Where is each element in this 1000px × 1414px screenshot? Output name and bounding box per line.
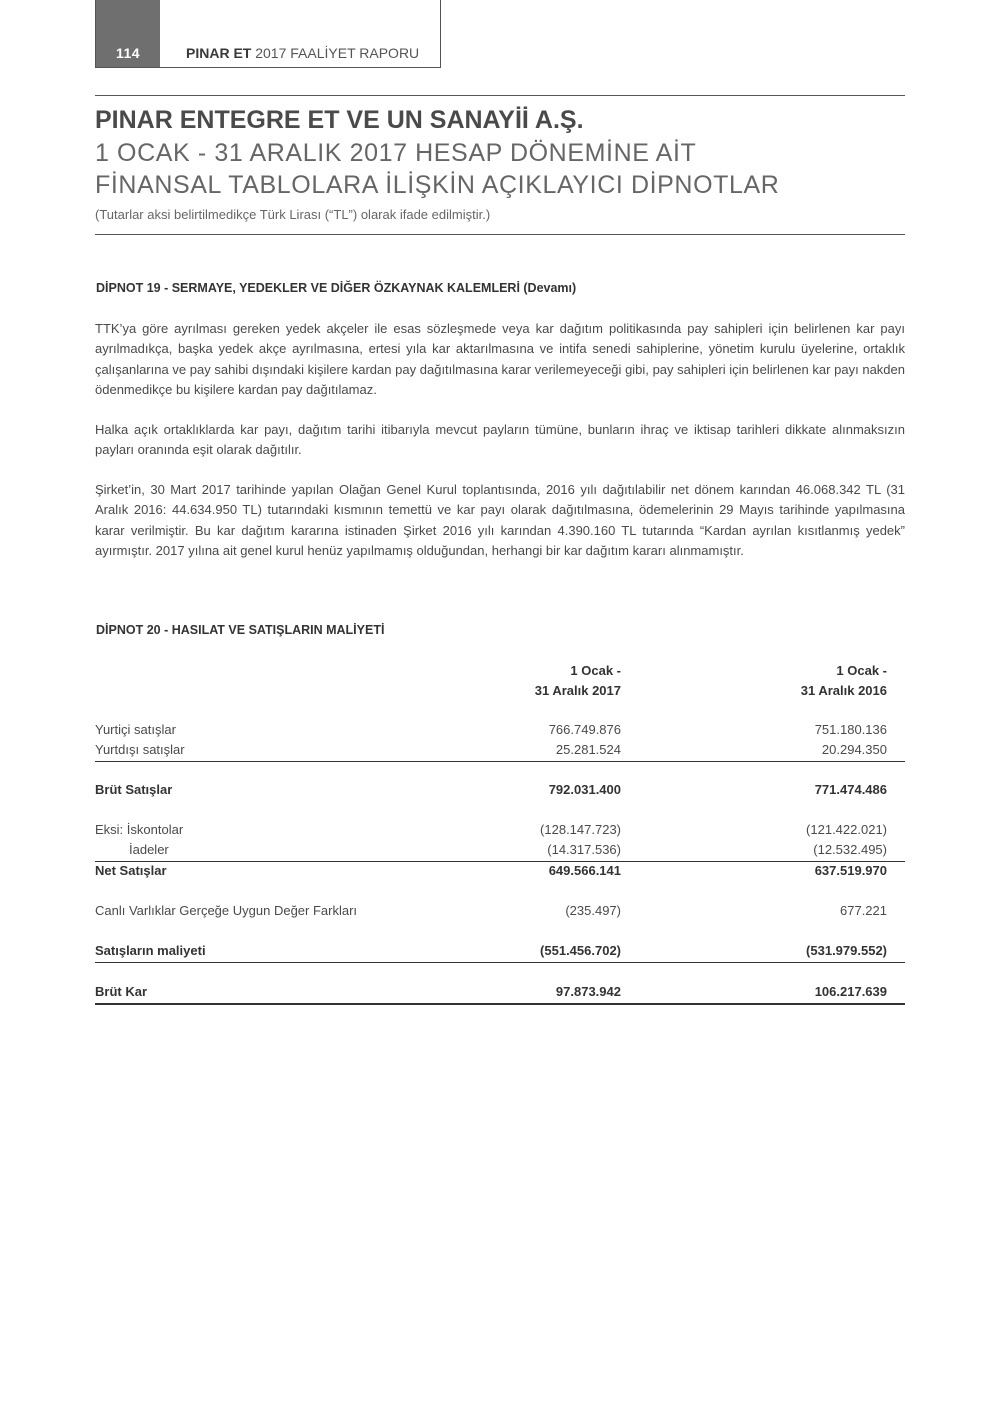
row-value-2016: (121.422.021) bbox=[806, 822, 887, 837]
table-row bbox=[95, 822, 905, 842]
row-value-2017: 25.281.524 bbox=[555, 742, 621, 757]
table-row bbox=[95, 903, 905, 923]
note20-heading: DİPNOT 20 - HASILAT VE SATIŞLARIN MALİYETİ bbox=[96, 623, 385, 637]
row-label: İadeler bbox=[129, 842, 169, 857]
table-bottom-rule bbox=[95, 1003, 905, 1005]
row-value-2017: (14.317.536) bbox=[547, 842, 621, 857]
note19-paragraph-2: Halka açık ortaklıklarda kar payı, dağıtım tarihi itibarıyla mevcut payların tümüne, bunların ihraç ve iktisap tarihleri dikkate alınmaksızın payları oranında eşit olarak dağıtılır. bbox=[95, 422, 905, 458]
notes-title: FİNANSAL TABLOLARA İLİŞKİN AÇIKLAYICI DİPNOTLAR bbox=[95, 171, 780, 199]
col-header-2017 bbox=[535, 661, 621, 701]
col-header-2017-line2: 31 Aralık 2017 bbox=[534, 683, 621, 698]
row-value-2017: (128.147.723) bbox=[540, 822, 621, 837]
row-label: Yurtiçi satışlar bbox=[95, 722, 176, 737]
report-title bbox=[186, 45, 419, 61]
table-row bbox=[95, 863, 905, 883]
table-row bbox=[95, 742, 905, 762]
col-header-2017-line1: 1 Ocak - bbox=[570, 663, 621, 678]
table-row bbox=[95, 782, 905, 802]
row-value-2016: 771.474.486 bbox=[814, 782, 887, 797]
report-title-text: 2017 FAALİYET RAPORU bbox=[251, 45, 420, 61]
col-header-2016 bbox=[801, 661, 887, 701]
col-header-2016-line2: 31 Aralık 2016 bbox=[800, 683, 887, 698]
row-value-2017: 766.749.876 bbox=[548, 722, 621, 737]
table-rule bbox=[95, 861, 905, 862]
table-row bbox=[95, 943, 905, 963]
row-label: Net Satışlar bbox=[95, 863, 167, 878]
table-row bbox=[95, 842, 905, 862]
row-value-2017: (235.497) bbox=[565, 903, 621, 918]
note19-paragraph-3: Şirket’in, 30 Mart 2017 tarihinde yapılan Olağan Genel Kurul toplantısında, 2016 yılı dağıtılabilir net dönem karından 46.068.342 TL (31 Aralık 2016: 44.634.950 TL) tutarındaki kısmının temettü ve kar payı olarak dağıtılmasına, ödemelerinin 29 Mayıs tarihinde yapılmasına karar verilmiştir. Bu kar dağıtım kararına istinaden Şirket 2016 yılı karından 4.390.160 TL tutarında “Kardan ayrılan kısıtlanmış yedek” ayırmıştır. 2017 yılına ait genel kurul henüz yapılmamış olduğundan, herhangi bir kar dağıtım kararı alınmamıştır. bbox=[95, 482, 905, 558]
note19-paragraph-1: TTK’ya göre ayrılması gereken yedek akçeler ile esas sözleşmede veya kar dağıtım politikasında pay sahipleri için belirlenen kar payı ayrılmadıkça, başka yedek akçe ayrılmasına, ertesi yıla kar aktarılmasına ve intifa senedi sahiplerine, yönetim kurulu üyelerine, ortaklık çalışanlarına ve pay sahibi dışındaki kişilere kardan pay dağıtılmasına karar verilemeyeceği gibi, pay sahipleri için belirlenen kar payı nakden ödenmedikçe bu kişilere kardan pay dağıtılamaz. bbox=[95, 321, 905, 397]
note19-heading: DİPNOT 19 - SERMAYE, YEDEKLER VE DİĞER ÖZKAYNAK KALEMLERİ (Devamı) bbox=[96, 281, 577, 295]
title-rule bbox=[95, 234, 905, 235]
row-value-2017: 649.566.141 bbox=[548, 863, 621, 878]
report-brand: PINAR ET bbox=[186, 45, 252, 61]
currency-note: (Tutarlar aksi belirtilmedikçe Türk Lirası (“TL”) olarak ifade edilmiştir.) bbox=[95, 207, 491, 222]
table-rule bbox=[95, 962, 905, 963]
row-label: Canlı Varlıklar Gerçeğe Uygun Değer Farkları bbox=[95, 903, 358, 918]
row-value-2017: 97.873.942 bbox=[555, 984, 621, 999]
row-value-2016: (531.979.552) bbox=[806, 943, 887, 958]
table-row bbox=[95, 984, 905, 1004]
row-value-2016: 677.221 bbox=[840, 903, 887, 918]
row-value-2016: 751.180.136 bbox=[814, 722, 887, 737]
row-label: Brüt Kar bbox=[95, 984, 148, 999]
row-value-2017: 792.031.400 bbox=[548, 782, 621, 797]
row-label: Eksi: İskontolar bbox=[95, 822, 184, 837]
row-value-2016: 20.294.350 bbox=[821, 742, 887, 757]
table-row bbox=[95, 722, 905, 742]
row-value-2016: (12.532.495) bbox=[813, 842, 887, 857]
row-label: Satışların maliyeti bbox=[95, 943, 206, 958]
col-header-2016-line1: 1 Ocak - bbox=[836, 663, 887, 678]
header-rule bbox=[95, 95, 905, 96]
row-value-2017: (551.456.702) bbox=[540, 943, 621, 958]
page-header-tab bbox=[95, 0, 441, 68]
row-value-2016: 637.519.970 bbox=[814, 863, 887, 878]
period-title: 1 OCAK - 31 ARALIK 2017 HESAP DÖNEMİNE AİT bbox=[95, 139, 697, 167]
table-rule bbox=[95, 761, 905, 762]
row-value-2016: 106.217.639 bbox=[814, 984, 887, 999]
page-number: 114 bbox=[96, 0, 160, 67]
company-name: PINAR ENTEGRE ET VE UN SANAYİİ A.Ş. bbox=[95, 106, 584, 134]
row-label: Brüt Satışlar bbox=[95, 782, 173, 797]
row-label: Yurtdışı satışlar bbox=[95, 742, 185, 757]
